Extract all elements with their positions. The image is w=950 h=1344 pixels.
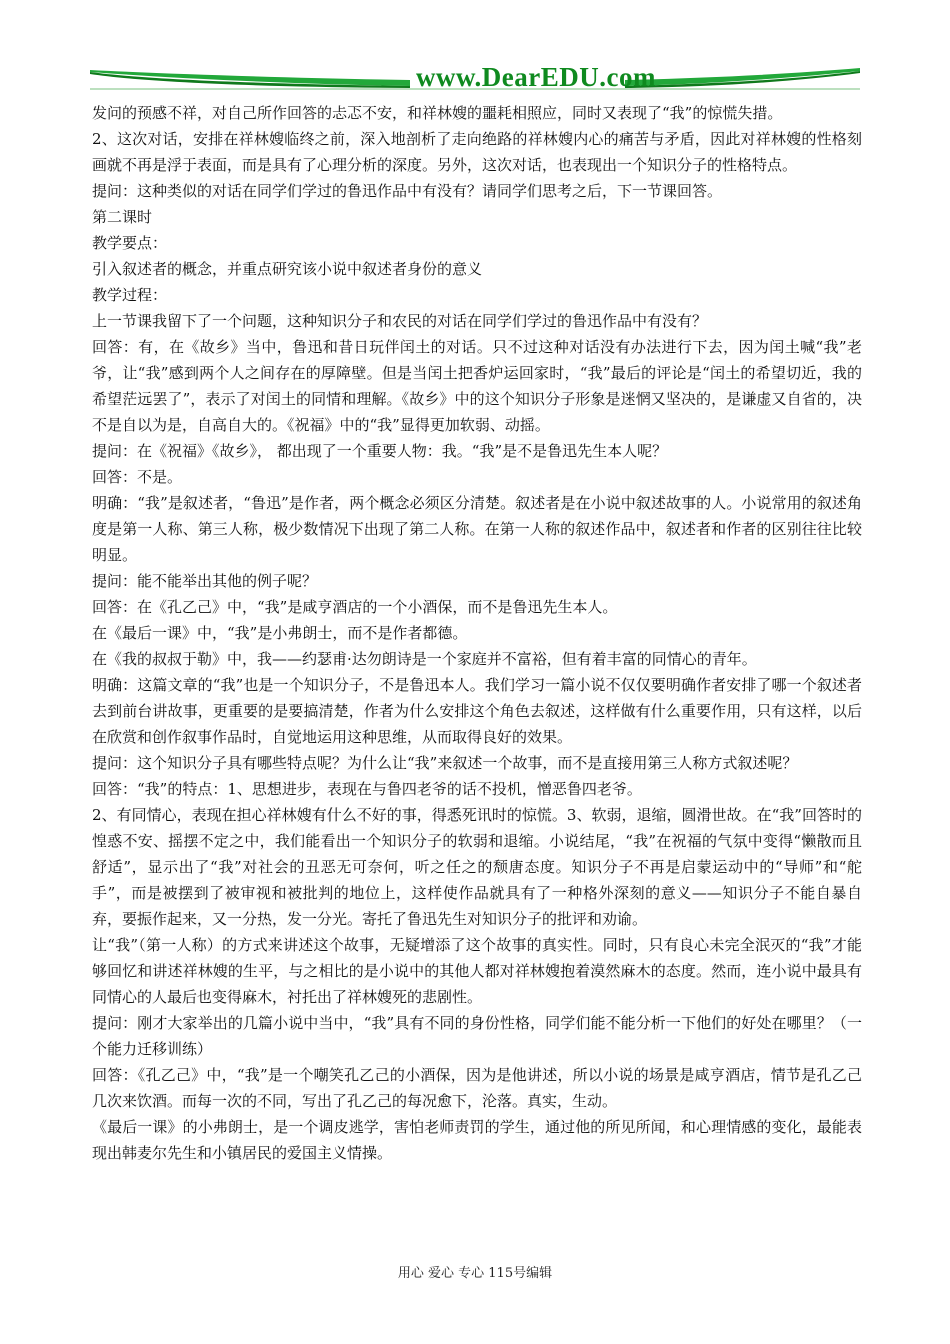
paragraph: 回答：在《孔乙己》中，“我”是咸亨酒店的一个小酒保，而不是鲁迅先生本人。 bbox=[92, 598, 618, 616]
paragraph: 教学要点： bbox=[92, 234, 168, 252]
paragraph: 回答：“我”的特点：1、思想进步，表现在与鲁四老爷的话不投机，憎恶鲁四老爷。 bbox=[92, 780, 642, 798]
paragraph: 提问：刚才大家举出的几篇小说中当中，“我”具有不同的身份性格，同学们能不能分析一下他们的好处在哪里？（一个能力迁移训练） bbox=[92, 1014, 862, 1058]
paragraph: 回答：《孔乙己》中，“我”是一个嘲笑孔乙己的小酒保，因为是他讲述，所以小说的场景是咸亨酒店，情节是孔乙己几次来饮酒。而每一次的不同，写出了孔乙己的每况愈下，沦落。真实，生动。 bbox=[92, 1066, 862, 1110]
paragraph: 上一节课我留下了一个问题，这种知识分子和农民的对话在同学们学过的鲁迅作品中有没有？ bbox=[92, 312, 708, 330]
paragraph: 回答：不是。 bbox=[92, 468, 183, 486]
document-body bbox=[92, 100, 862, 1166]
paragraph: 明确：这篇文章的“我”也是一个知识分子，不是鲁迅本人。我们学习一篇小说不仅仅要明确作者安排了哪一个叙述者去到前台讲故事，更重要的是要搞清楚，作者为什么安排这个角色去叙述，这样做有什么重要作用，只有这样，以后在欣赏和创作叙事作品时，自觉地运用这种思维，从而取得良好的效果。 bbox=[92, 676, 862, 746]
site-header bbox=[90, 62, 860, 92]
section-heading: 第二课时 bbox=[92, 208, 153, 226]
paragraph: 让“我”（第一人称）的方式来讲述这个故事，无疑增添了这个故事的真实性。同时，只有良心未完全泯灭的“我”才能够回忆和讲述祥林嫂的生平，与之相比的是小说中的其他人都对祥林嫂抱着漠然麻木的态度。然而，连小说中最具有同情心的人最后也变得麻木，衬托出了祥林嫂死的悲剧性。 bbox=[92, 936, 862, 1006]
paragraph: 2、有同情心，表现在担心祥林嫂有什么不好的事，得悉死讯时的惊慌。3、软弱，退缩，圆滑世故。在“我”回答时的惶惑不安、摇摆不定之中，我们能看出一个知识分子的软弱和退缩。小说结尾，“我”在祝福的气氛中变得“懒散而且舒适”，显示出了“我”对社会的丑恶无可奈何，听之任之的颓唐态度。知识分子不再是启蒙运动中的“导师”和“舵手”，而是被摆到了被审视和被批判的地位上，这样使作品就具有了一种格外深刻的意义——知识分子不能自暴自弃，要振作起来，又一分热，发一分光。寄托了鲁迅先生对知识分子的批评和劝谕。 bbox=[92, 806, 862, 928]
site-logo-text[interactable]: www.DearEDU.com bbox=[416, 62, 656, 92]
paragraph: 明确：“我”是叙述者，“鲁迅”是作者，两个概念必须区分清楚。叙述者是在小说中叙述故事的人。小说常用的叙述角度是第一人称、第三人称，极少数情况下出现了第二人称。在第一人称的叙述作品中，叙述者和作者的区别往往比较明显。 bbox=[92, 494, 862, 564]
paragraph: 发问的预感不祥，对自己所作回答的忐忑不安，和祥林嫂的噩耗相照应，同时又表现了“我”的惊慌失措。 bbox=[92, 104, 783, 122]
paragraph: 引入叙述者的概念，并重点研究该小说中叙述者身份的意义 bbox=[92, 260, 483, 278]
paragraph: 《最后一课》的小弗朗士，是一个调皮逃学，害怕老师责罚的学生，通过他的所见所闻，和心理情感的变化，最能表现出韩麦尔先生和小镇居民的爱国主义情操。 bbox=[92, 1118, 862, 1162]
page-footer: 用心 爱心 专心 115号编辑 bbox=[397, 1266, 553, 1281]
paragraph: 教学过程： bbox=[92, 286, 168, 304]
paragraph: 提问：在《祝福》《故乡》， 都出现了一个重要人物：我。“我”是不是鲁迅先生本人呢？ bbox=[92, 442, 668, 460]
paragraph: 提问：这种类似的对话在同学们学过的鲁迅作品中有没有？请同学们思考之后，下一节课回答。 bbox=[92, 182, 723, 200]
paragraph: 提问：这个知识分子具有哪些特点呢？为什么让“我”来叙述一个故事，而不是直接用第三人称方式叙述呢？ bbox=[92, 754, 798, 772]
paragraph: 在《我的叔叔于勒》中，我——约瑟甫·达勿朗诗是一个家庭并不富裕，但有着丰富的同情心的青年。 bbox=[92, 650, 757, 668]
paragraph: 2、这次对话，安排在祥林嫂临终之前，深入地剖析了走向绝路的祥林嫂内心的痛苦与矛盾，因此对祥林嫂的性格刻画就不再是浮于表面，而是具有了心理分析的深度。另外，这次对话，也表现出一个知识分子的性格特点。 bbox=[92, 130, 862, 174]
paragraph: 回答：有，在《故乡》当中，鲁迅和昔日玩伴闰土的对话。只不过这种对话没有办法进行下去，因为闰土喊“我”老爷，让“我”感到两个人之间存在的厚障壁。但是当闰土把香炉运回家时，“我”最后的评论是“闰土的希望切近，我的希望茫远罢了”，表示了对闰土的同情和理解。《故乡》中的这个知识分子形象是迷惘又坚决的，是谦虚又自省的，决不是自以为是，自高自大的。《祝福》中的“我”显得更加软弱、动摇。 bbox=[92, 338, 862, 434]
paragraph: 提问：能不能举出其他的例子呢？ bbox=[92, 572, 318, 590]
paragraph: 在《最后一课》中，“我”是小弗朗士，而不是作者都德。 bbox=[92, 624, 468, 642]
